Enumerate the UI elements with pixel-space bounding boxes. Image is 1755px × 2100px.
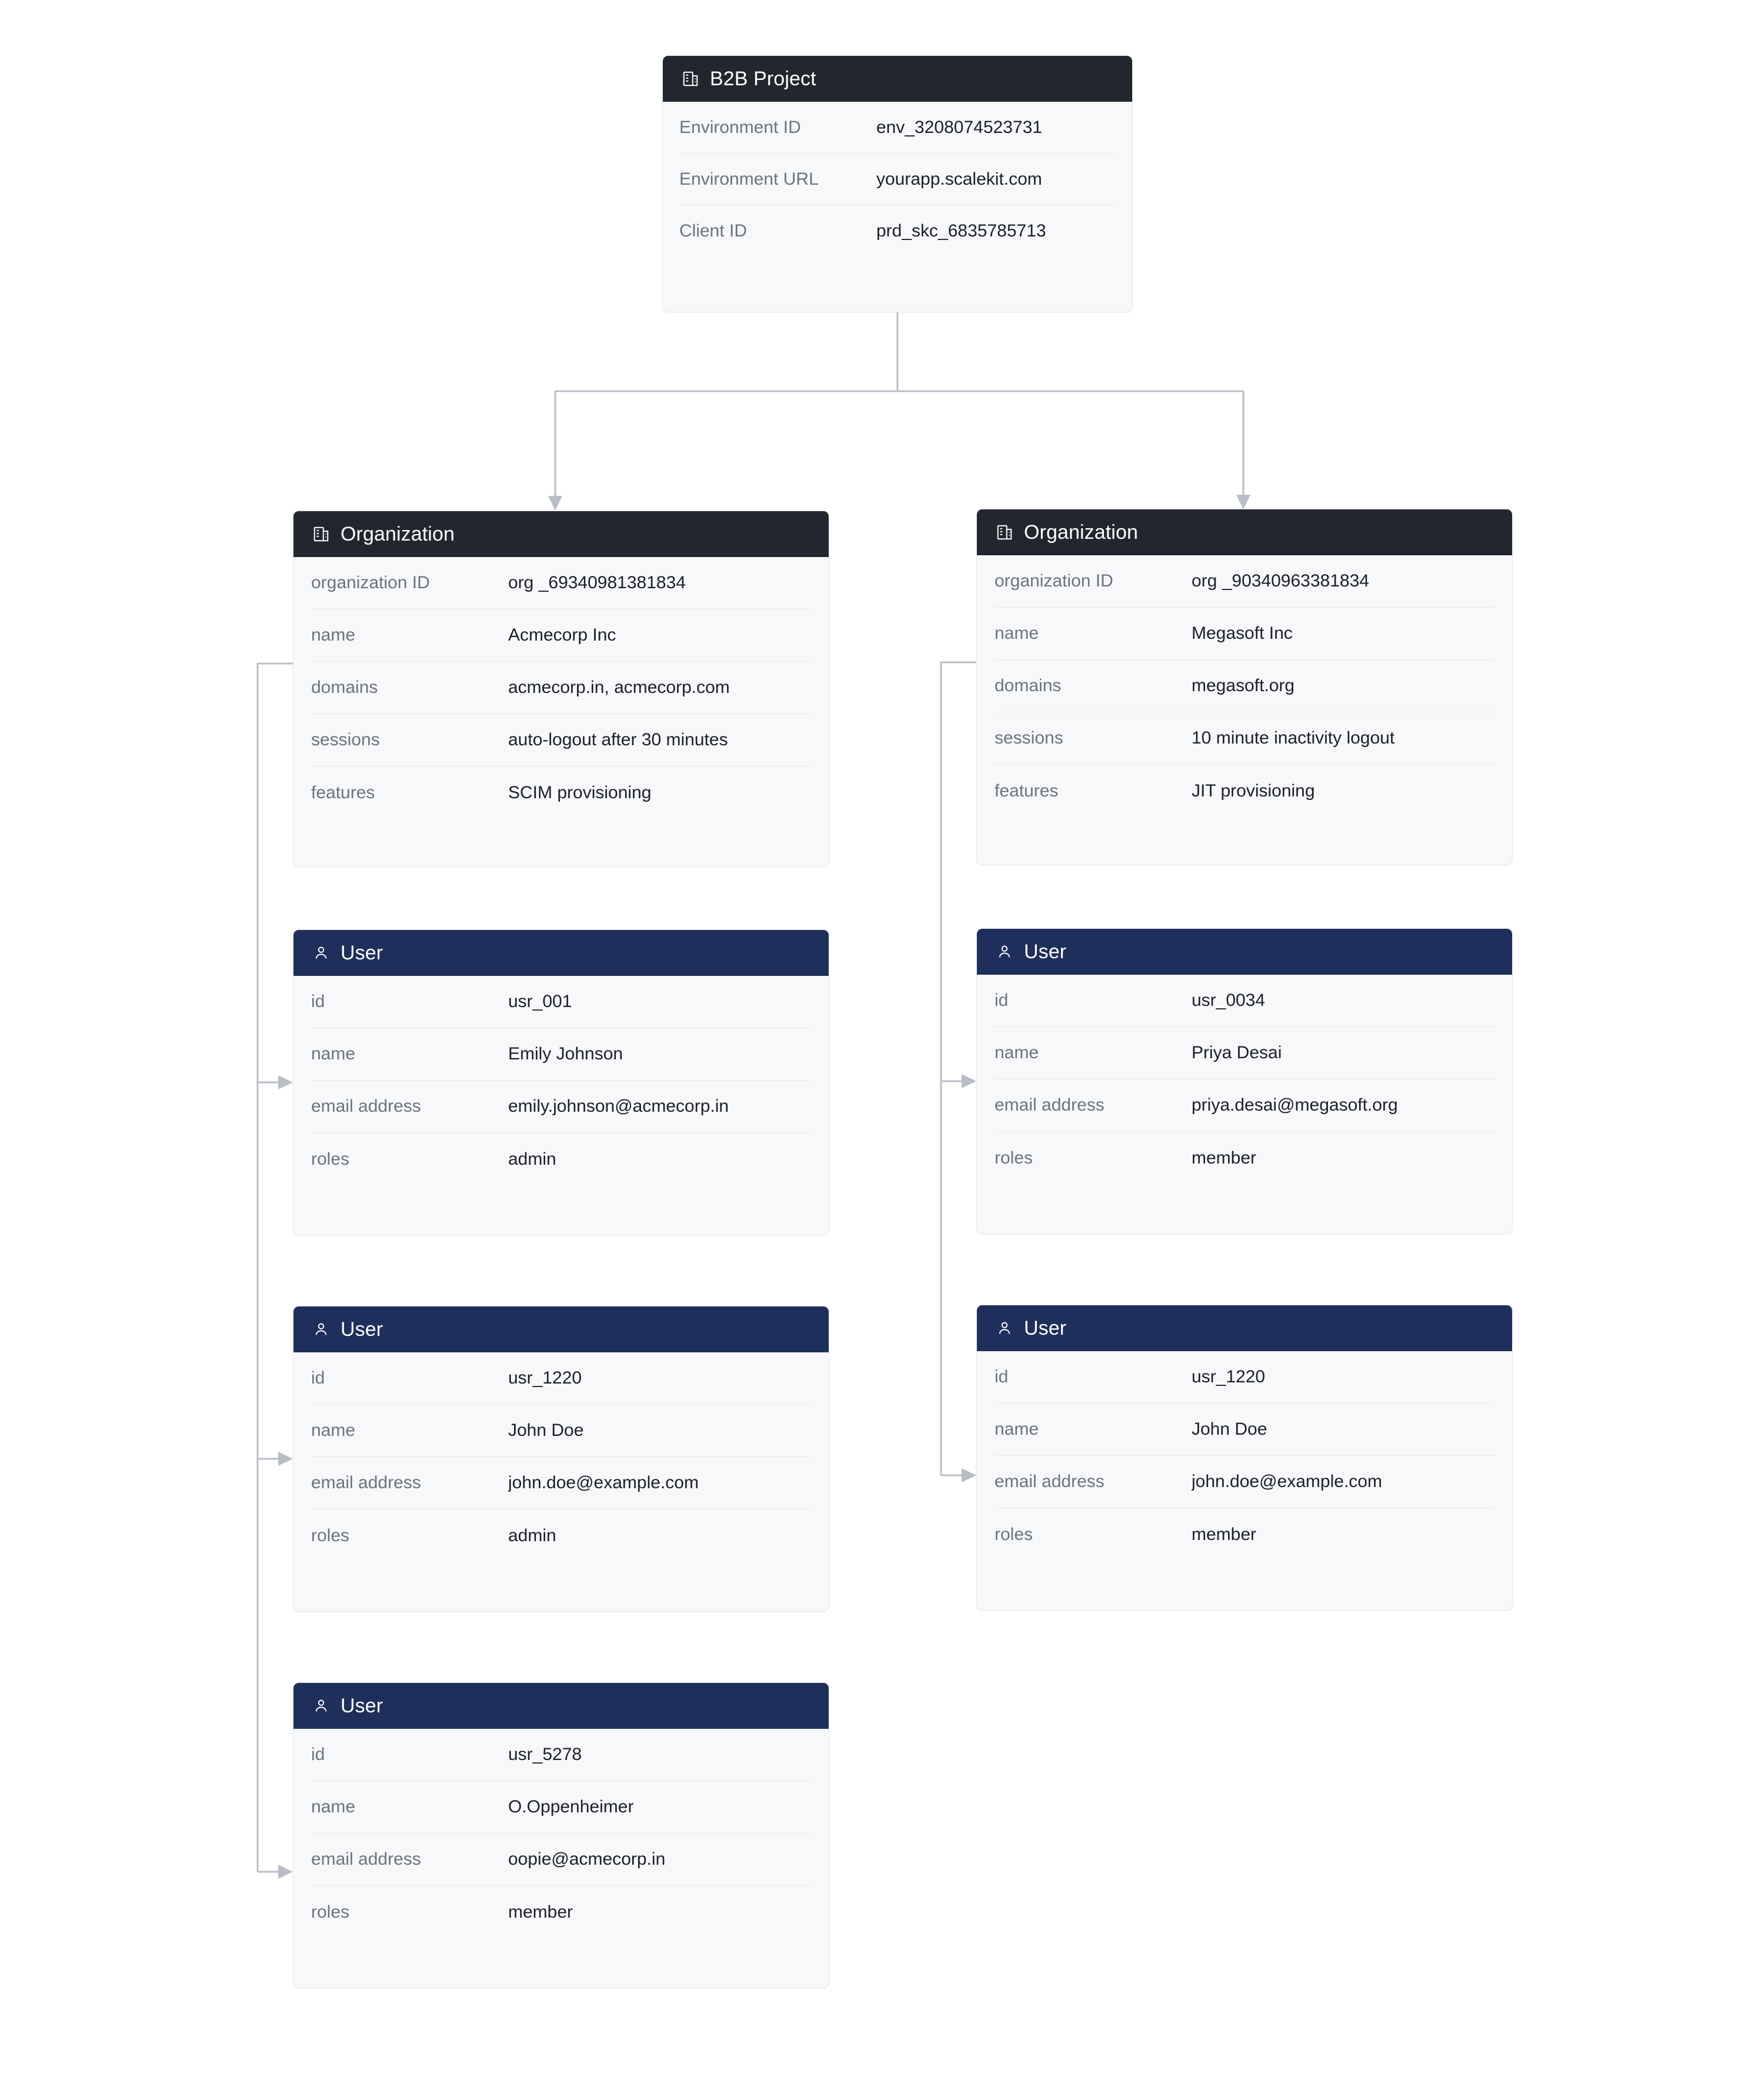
row-key: name bbox=[311, 1421, 356, 1440]
row-value: oopie@acmecorp.in bbox=[508, 1849, 666, 1869]
table-row bbox=[995, 1079, 1494, 1132]
row-key: roles bbox=[311, 1902, 350, 1922]
organization-card-title: Organization bbox=[341, 522, 455, 545]
building-icon bbox=[680, 69, 700, 89]
row-value: prd_skc_6835785713 bbox=[876, 221, 1046, 241]
row-key: email address bbox=[995, 1472, 1105, 1491]
row-value: usr_001 bbox=[508, 992, 572, 1011]
person-icon bbox=[311, 1696, 331, 1716]
row-key: organization ID bbox=[311, 573, 430, 592]
row-key: Client ID bbox=[679, 221, 748, 241]
user-card-title: User bbox=[1024, 1316, 1067, 1339]
row-value: member bbox=[1192, 1524, 1257, 1544]
table-row bbox=[311, 662, 811, 714]
row-key: id bbox=[995, 991, 1009, 1010]
row-key: domains bbox=[995, 676, 1062, 695]
table-row bbox=[311, 1781, 811, 1834]
row-value: Priya Desai bbox=[1192, 1043, 1282, 1062]
organization-card-acmecorp[interactable] bbox=[293, 511, 829, 867]
row-value: org _90340963381834 bbox=[1192, 571, 1369, 591]
row-value: John Doe bbox=[1192, 1419, 1267, 1439]
user-card-header bbox=[293, 930, 829, 976]
row-key: Environment URL bbox=[679, 169, 819, 189]
row-value: Emily Johnson bbox=[508, 1044, 623, 1064]
user-card-header bbox=[293, 1683, 829, 1729]
row-value: usr_5278 bbox=[508, 1745, 582, 1764]
table-row bbox=[311, 1457, 811, 1509]
row-key: roles bbox=[311, 1525, 350, 1545]
table-row bbox=[311, 1886, 811, 1938]
row-key: email address bbox=[995, 1095, 1105, 1115]
user-card-rows bbox=[293, 976, 829, 1185]
row-value: auto-logout after 30 minutes bbox=[508, 730, 728, 749]
user-card-header bbox=[293, 1306, 829, 1352]
table-row bbox=[311, 766, 811, 819]
row-key: features bbox=[311, 782, 375, 802]
organization-card-header bbox=[977, 509, 1512, 555]
row-value: org _69340981381834 bbox=[508, 573, 686, 592]
row-key: roles bbox=[995, 1524, 1033, 1544]
user-card-john-doe-acmecorp[interactable] bbox=[293, 1306, 829, 1612]
table-row bbox=[995, 1404, 1494, 1456]
row-key: sessions bbox=[995, 728, 1063, 748]
row-value: John Doe bbox=[508, 1421, 584, 1440]
table-row bbox=[311, 1081, 811, 1133]
row-value: Acmecorp Inc bbox=[508, 625, 616, 645]
table-row bbox=[679, 154, 1116, 205]
building-icon bbox=[995, 522, 1015, 542]
row-key: id bbox=[311, 1368, 325, 1388]
project-card-header bbox=[663, 56, 1132, 102]
table-row bbox=[311, 714, 811, 766]
person-icon bbox=[311, 943, 331, 963]
row-key: name bbox=[311, 625, 356, 645]
row-key: name bbox=[995, 624, 1039, 643]
row-value: Megasoft Inc bbox=[1192, 624, 1293, 643]
building-icon bbox=[311, 524, 331, 544]
table-row bbox=[995, 608, 1494, 660]
table-row bbox=[995, 660, 1494, 712]
user-card-priya-desai[interactable] bbox=[976, 928, 1513, 1234]
project-card[interactable] bbox=[662, 55, 1133, 312]
table-row bbox=[679, 205, 1116, 257]
row-value: env_3208074523731 bbox=[876, 117, 1042, 137]
row-key: features bbox=[995, 781, 1059, 801]
user-card-header bbox=[977, 1305, 1512, 1351]
row-key: roles bbox=[311, 1149, 350, 1169]
row-key: id bbox=[995, 1367, 1009, 1386]
row-value: member bbox=[508, 1902, 573, 1922]
user-card-title: User bbox=[1024, 940, 1067, 963]
user-card-title: User bbox=[341, 1694, 383, 1717]
table-row bbox=[311, 609, 811, 662]
row-value: usr_1220 bbox=[508, 1368, 582, 1388]
user-card-title: User bbox=[341, 1318, 383, 1341]
user-card-rows bbox=[977, 975, 1512, 1184]
row-value: usr_0034 bbox=[1192, 991, 1266, 1010]
row-key: name bbox=[311, 1797, 356, 1816]
row-value: admin bbox=[508, 1525, 556, 1545]
person-icon bbox=[995, 942, 1015, 962]
row-value: 10 minute inactivity logout bbox=[1192, 728, 1395, 748]
row-value: emily.johnson@acmecorp.in bbox=[508, 1096, 729, 1116]
organization-card-megasoft[interactable] bbox=[976, 509, 1513, 865]
row-key: id bbox=[311, 992, 325, 1011]
row-key: email address bbox=[311, 1096, 421, 1116]
row-value: megasoft.org bbox=[1192, 676, 1295, 695]
row-value: usr_1220 bbox=[1192, 1367, 1266, 1386]
table-row bbox=[995, 1351, 1494, 1404]
table-row bbox=[995, 1132, 1494, 1184]
person-icon bbox=[311, 1319, 331, 1339]
table-row bbox=[995, 1508, 1494, 1561]
organization-card-title: Organization bbox=[1024, 521, 1138, 544]
table-row bbox=[311, 1133, 811, 1185]
table-row bbox=[311, 557, 811, 609]
row-value: O.Oppenheimer bbox=[508, 1797, 634, 1816]
user-card-title: User bbox=[341, 941, 383, 964]
person-icon bbox=[995, 1318, 1015, 1338]
row-key: sessions bbox=[311, 730, 380, 749]
row-value: yourapp.scalekit.com bbox=[876, 169, 1042, 189]
table-row bbox=[995, 765, 1494, 817]
table-row bbox=[311, 1729, 811, 1781]
row-value: acmecorp.in, acmecorp.com bbox=[508, 678, 730, 697]
user-card-o-oppenheimer[interactable] bbox=[293, 1682, 829, 1988]
organization-card-rows bbox=[977, 555, 1512, 817]
row-key: Environment ID bbox=[679, 117, 801, 137]
row-key: id bbox=[311, 1745, 325, 1764]
table-row bbox=[679, 102, 1116, 154]
row-value: member bbox=[1192, 1148, 1257, 1168]
user-card-emily-johnson[interactable] bbox=[293, 929, 829, 1235]
row-value: john.doe@example.com bbox=[1192, 1472, 1382, 1491]
user-card-rows bbox=[293, 1729, 829, 1938]
row-key: roles bbox=[995, 1148, 1033, 1168]
user-card-header bbox=[977, 929, 1512, 975]
table-row bbox=[995, 1456, 1494, 1508]
table-row bbox=[995, 712, 1494, 765]
row-value: john.doe@example.com bbox=[508, 1473, 699, 1492]
project-card-title: B2B Project bbox=[710, 67, 816, 90]
row-value: SCIM provisioning bbox=[508, 782, 652, 802]
row-value: JIT provisioning bbox=[1192, 781, 1315, 801]
project-card-rows bbox=[663, 102, 1132, 257]
user-card-rows bbox=[293, 1352, 829, 1562]
table-row bbox=[995, 555, 1494, 608]
user-card-john-doe-megasoft[interactable] bbox=[976, 1305, 1513, 1611]
row-key: domains bbox=[311, 678, 378, 697]
table-row bbox=[311, 1834, 811, 1886]
table-row bbox=[311, 1028, 811, 1081]
row-key: name bbox=[995, 1043, 1039, 1062]
table-row bbox=[311, 976, 811, 1028]
organization-card-rows bbox=[293, 557, 829, 819]
row-value: priya.desai@megasoft.org bbox=[1192, 1095, 1398, 1115]
table-row bbox=[311, 1405, 811, 1457]
row-key: name bbox=[311, 1044, 356, 1064]
table-row bbox=[995, 975, 1494, 1027]
row-key: organization ID bbox=[995, 571, 1113, 591]
organization-card-header bbox=[293, 511, 829, 557]
row-key: email address bbox=[311, 1473, 421, 1492]
row-value: admin bbox=[508, 1149, 556, 1169]
table-row bbox=[311, 1352, 811, 1405]
row-key: name bbox=[995, 1419, 1039, 1439]
row-key: email address bbox=[311, 1849, 421, 1869]
user-card-rows bbox=[977, 1351, 1512, 1561]
table-row bbox=[311, 1509, 811, 1562]
table-row bbox=[995, 1027, 1494, 1079]
